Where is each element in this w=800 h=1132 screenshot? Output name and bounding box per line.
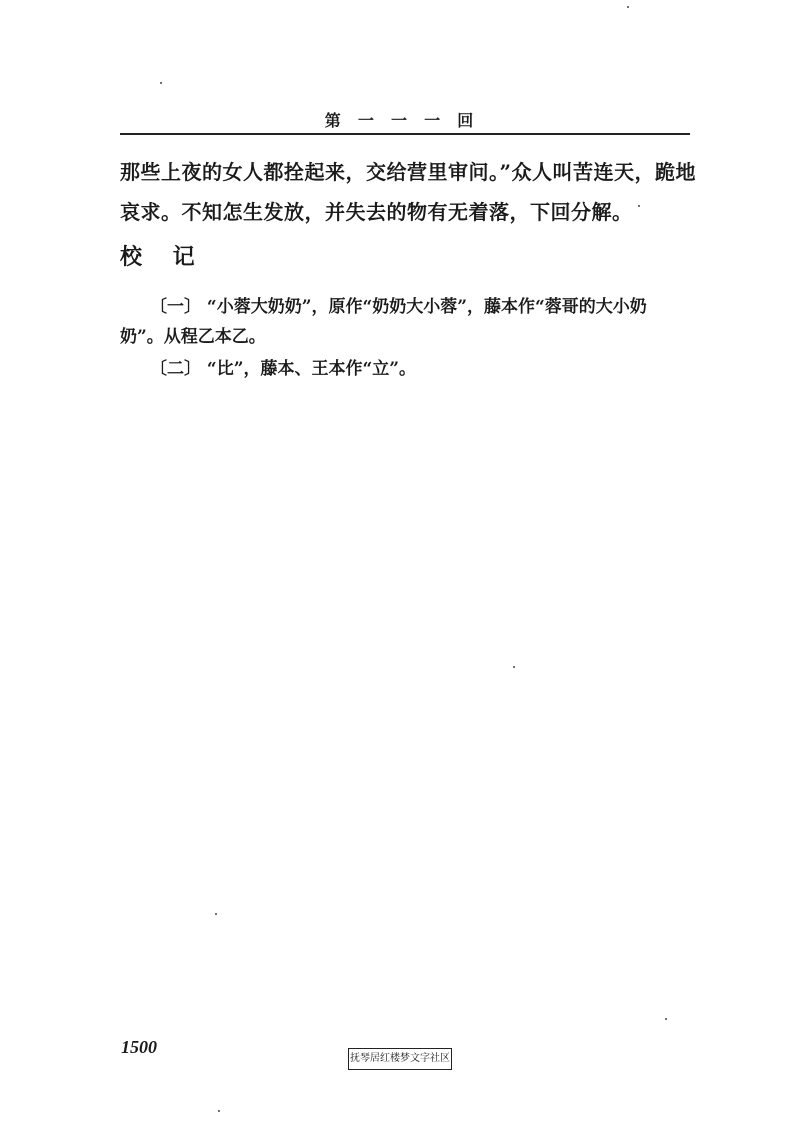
scan-speck <box>627 6 629 8</box>
collation-notes <box>120 292 695 384</box>
note-line: 〔一〕 “小蓉大奶奶”，原作“奶奶大小蓉”，藤本作“蓉哥的大小奶 <box>150 297 647 317</box>
scan-speck <box>160 82 162 84</box>
header-rule <box>120 133 690 135</box>
section-title: 校 记 <box>120 244 195 270</box>
scan-speck <box>638 205 640 207</box>
note-line: 奶”。从程乙本乙。 <box>120 327 266 347</box>
note-line: 〔二〕 “比”，藤本、王本作“立”。 <box>150 359 417 379</box>
scan-speck <box>513 666 515 668</box>
body-paragraph <box>120 152 695 232</box>
watermark-stamp: 抚琴居红楼梦文字社区 <box>348 1048 452 1070</box>
scan-speck <box>665 1018 667 1020</box>
page-number: 1500 <box>121 1037 157 1057</box>
note-item <box>120 292 695 352</box>
body-line: 那些上夜的女人都拴起来，交给营里审问。”众人叫苦连天，跪地 <box>120 160 697 184</box>
running-head: 第 一 一 一 回 <box>324 111 476 130</box>
body-line: 哀求。不知怎生发放，并失去的物有无着落，下回分解。 <box>120 200 633 224</box>
scan-speck <box>218 1110 220 1112</box>
scan-speck <box>215 913 217 915</box>
note-item <box>120 354 695 384</box>
